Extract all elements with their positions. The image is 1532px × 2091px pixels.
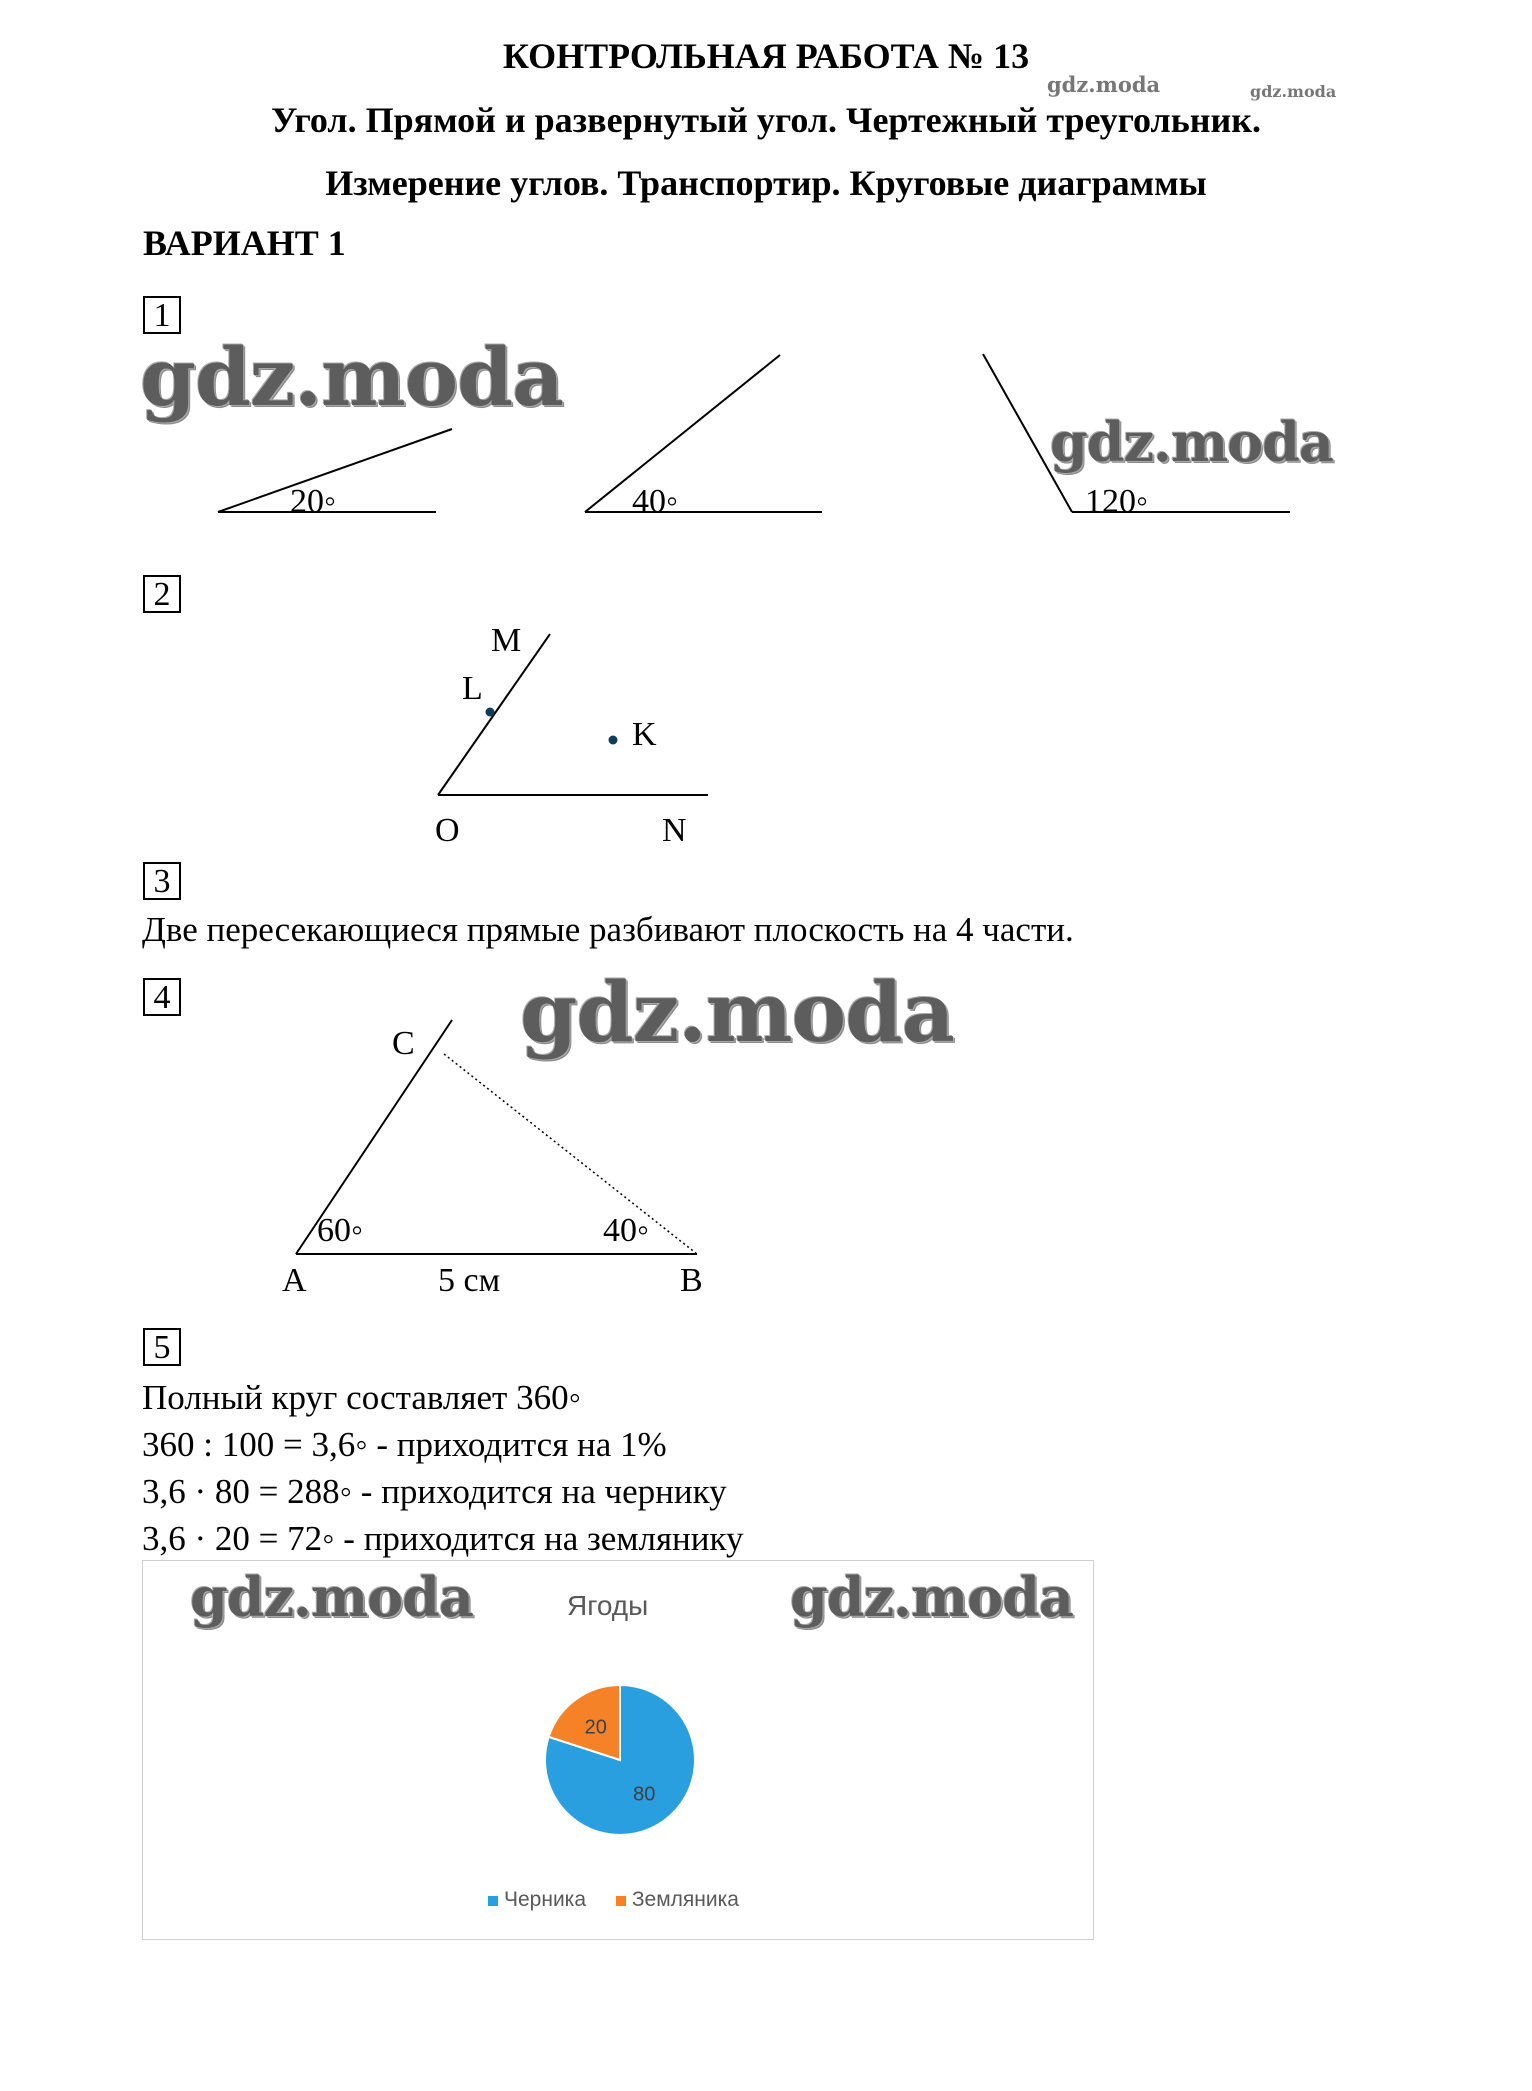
legend-swatch-strawberry <box>616 1896 626 1906</box>
task-3-number: 3 <box>143 862 181 900</box>
task-5-number: 5 <box>143 1328 181 1366</box>
watermark: gdz.moda <box>140 330 563 424</box>
vertex-a-label: A <box>282 1262 307 1299</box>
watermark-small: gdz.moda <box>1250 82 1337 101</box>
task-2-angle <box>0 600 1532 830</box>
task-1-number: 1 <box>143 296 181 334</box>
angle-b-label: 40◦ <box>603 1212 650 1249</box>
watermark: gdz.moda <box>190 1565 473 1629</box>
task-5-line: 3,6 · 20 = 72◦ - приходится на землянику <box>142 1519 744 1558</box>
page-subtitle-2: Измерение углов. Транспортир. Круговые диаграммы <box>325 163 1207 203</box>
point-n-label: N <box>662 812 687 849</box>
point-o-label: O <box>435 812 460 849</box>
chart-title: Ягоды <box>567 1590 649 1621</box>
point-l-label: L <box>462 670 483 707</box>
angle-a-label: 60◦ <box>317 1212 364 1249</box>
point-m-label: M <box>491 622 522 659</box>
watermark-small: gdz.moda <box>1047 72 1161 97</box>
page-title: КОНТРОЛЬНАЯ РАБОТА № 13 <box>502 36 1030 76</box>
watermark: gdz.moda <box>1050 410 1333 474</box>
task-5-line: Полный круг составляет 360◦ <box>142 1378 581 1417</box>
angle-1-label: 20◦ <box>290 483 337 520</box>
task-5-line: 3,6 · 80 = 288◦ - приходится на чернику <box>142 1472 727 1511</box>
watermark: gdz.moda <box>520 965 954 1061</box>
angle-3-label: 120◦ <box>1085 483 1149 520</box>
pie-chart <box>520 1660 720 1860</box>
variant-heading: ВАРИАНТ 1 <box>143 223 346 263</box>
task-3-answer: Две пересекающиеся прямые разбивают плоскость на 4 части. <box>142 910 1074 949</box>
side-cb <box>444 1054 697 1254</box>
chart-legend <box>488 1888 739 1912</box>
point-k-label: K <box>632 716 657 753</box>
vertex-b-label: B <box>680 1262 703 1299</box>
task-2-number: 2 <box>143 575 181 613</box>
pie-data-label-0: 80 <box>633 1783 656 1806</box>
pie-data-label-1: 20 <box>584 1716 607 1739</box>
task-5-line: 360 : 100 = 3,6◦ - приходится на 1% <box>142 1425 667 1464</box>
legend-label-cherry: Черника <box>504 1888 587 1911</box>
angle-2-label: 40◦ <box>632 483 679 520</box>
side-length-label: 5 см <box>438 1262 501 1299</box>
point-k <box>609 736 618 745</box>
legend-swatch-cherry <box>488 1896 498 1906</box>
point-l <box>486 708 495 717</box>
vertex-c-label: C <box>392 1025 415 1062</box>
task-4-number: 4 <box>143 978 181 1016</box>
page-subtitle-1: Угол. Прямой и развернутый угол. Чертежный треугольник. <box>270 100 1262 140</box>
watermark: gdz.moda <box>790 1565 1073 1629</box>
legend-label-strawberry: Земляника <box>631 1888 739 1911</box>
angle-2-ray <box>585 355 780 512</box>
